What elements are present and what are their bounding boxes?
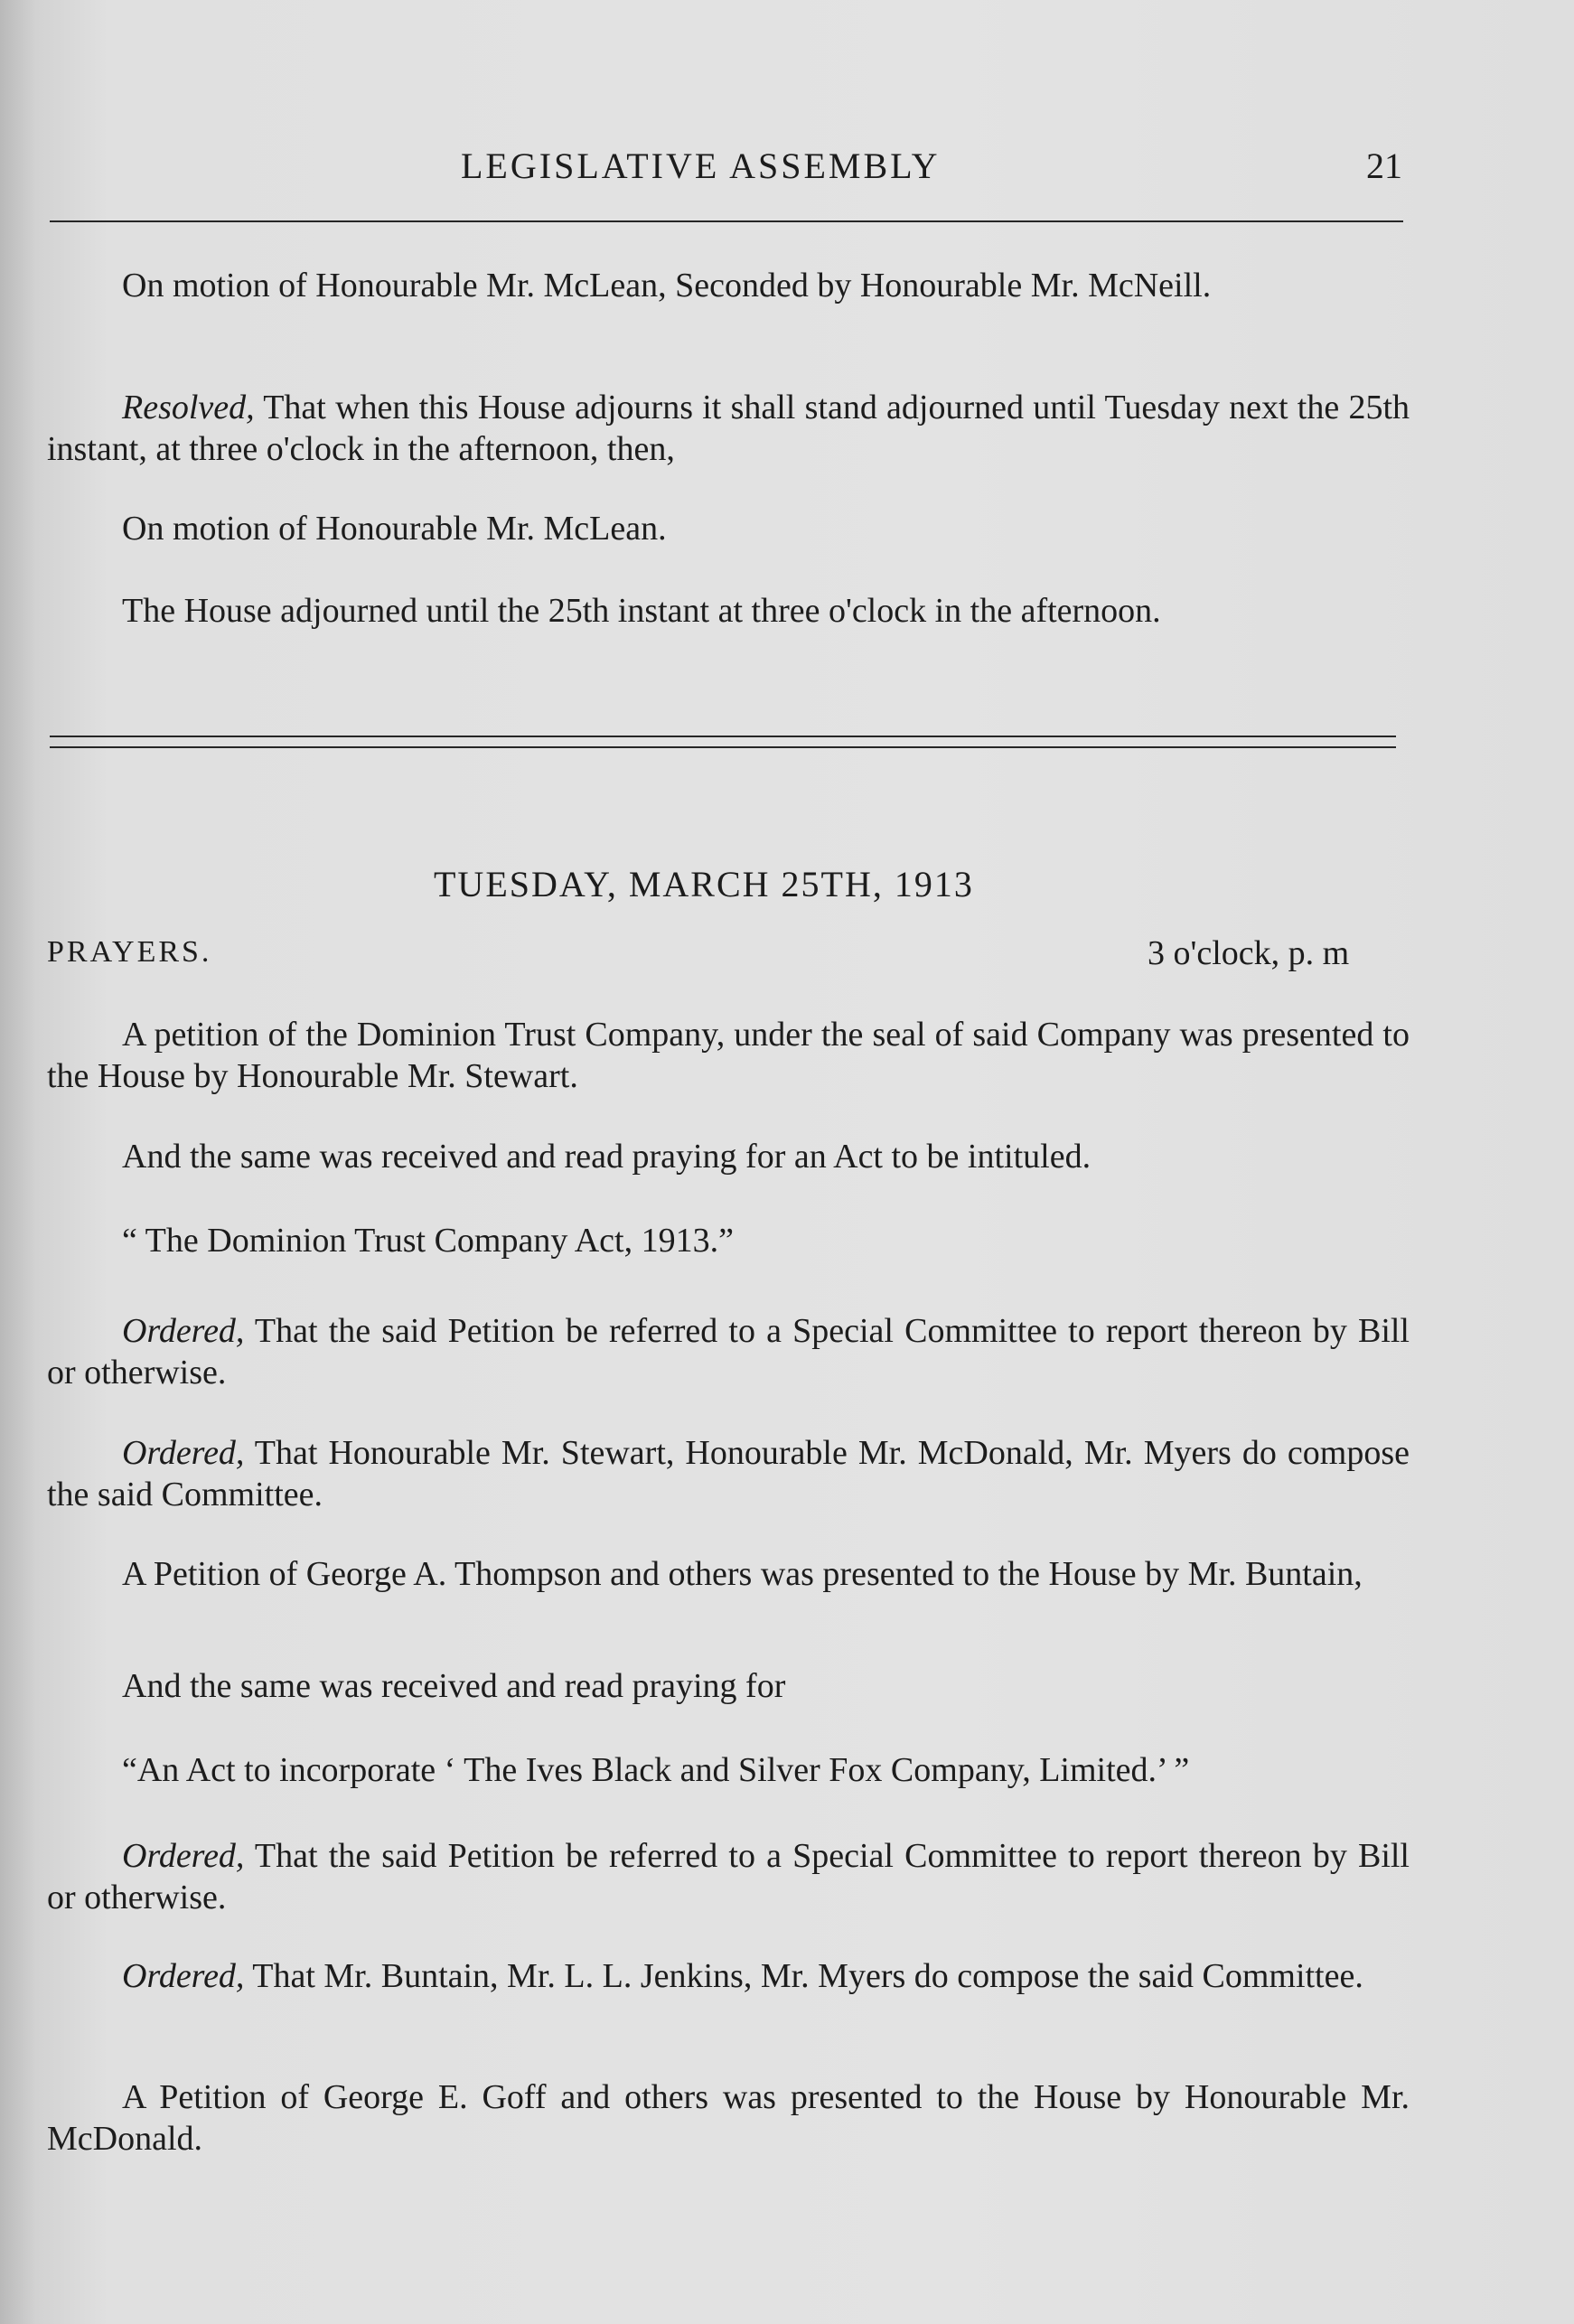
paragraph-text: A Petition of George A. Thompson and others was presented to the House by Mr. Buntain, bbox=[122, 1555, 1363, 1593]
paragraph-text: A petition of the Dominion Trust Company, under the seal of said Company was presented to the House by Honourable Mr. Stewart. bbox=[47, 1016, 1410, 1095]
paragraph-lead: Ordered, bbox=[122, 1434, 245, 1472]
paragraph-text: That when this House adjourns it shall stand adjourned until Tuesday next the 25th instant, at three o'clock in the afternoon, then, bbox=[47, 389, 1410, 468]
ordered-committee-members-1 bbox=[47, 1432, 1410, 1515]
act-title-dominion-trust bbox=[47, 1220, 1410, 1261]
session-time: 3 o'clock, p. m bbox=[1148, 934, 1350, 972]
petition-george-goff bbox=[47, 2076, 1410, 2160]
received-praying-act bbox=[47, 1136, 1410, 1177]
paragraph-text: A Petition of George E. Goff and others was presented to the House by Honourable Mr. McDonald. bbox=[47, 2078, 1410, 2158]
minute-house-adjourned bbox=[47, 590, 1410, 632]
paragraph-text: “An Act to incorporate ‘ The Ives Black and Silver Fox Company, Limited.’ ” bbox=[122, 1751, 1190, 1789]
section-rule-bottom bbox=[50, 746, 1396, 748]
paragraph-text: That Honourable Mr. Stewart, Honourable Mr. McDonald, Mr. Myers do compose the said Committee. bbox=[47, 1434, 1410, 1513]
section-rule-top bbox=[50, 736, 1396, 737]
paragraph-text: On motion of Honourable Mr. McLean, Seconded by Honourable Mr. McNeill. bbox=[122, 267, 1212, 305]
petition-george-thompson bbox=[47, 1553, 1410, 1595]
header-rule bbox=[50, 220, 1403, 222]
minute-resolved-adjourn bbox=[47, 387, 1410, 470]
received-praying-for bbox=[47, 1665, 1410, 1707]
paragraph-lead: Resolved, bbox=[122, 389, 255, 426]
minute-motion-mclean bbox=[47, 265, 1410, 306]
ordered-special-committee-2 bbox=[47, 1835, 1410, 1918]
ordered-committee-members-2 bbox=[47, 1955, 1410, 1997]
prayers-label: PRAYERS. bbox=[47, 935, 212, 969]
paragraph-text: That the said Petition be referred to a Special Committee to report thereon by Bill or otherwise. bbox=[47, 1837, 1410, 1916]
paragraph-lead: Ordered, bbox=[122, 1312, 245, 1350]
page-number: 21 bbox=[1366, 145, 1402, 186]
day-heading: TUESDAY, MARCH 25TH, 1913 bbox=[434, 864, 974, 904]
paragraph-text: That the said Petition be referred to a Special Committee to report thereon by Bill or otherwise. bbox=[47, 1312, 1410, 1392]
paragraph-lead: Ordered, bbox=[122, 1957, 245, 1995]
paragraph-text: On motion of Honourable Mr. McLean. bbox=[122, 510, 667, 548]
paragraph-text: And the same was received and read praying for bbox=[122, 1667, 786, 1705]
ordered-special-committee-1 bbox=[47, 1310, 1410, 1393]
minute-motion-mclean-2 bbox=[47, 508, 1410, 549]
paragraph-text: That Mr. Buntain, Mr. L. L. Jenkins, Mr. Myers do compose the said Committee. bbox=[244, 1957, 1363, 1995]
petition-dominion-trust bbox=[47, 1014, 1410, 1097]
act-title-ives-fox bbox=[47, 1749, 1410, 1791]
paragraph-text: The House adjourned until the 25th instant at three o'clock in the afternoon. bbox=[122, 592, 1161, 630]
paragraph-text: “ The Dominion Trust Company Act, 1913.” bbox=[122, 1222, 734, 1260]
running-header: LEGISLATIVE ASSEMBLY bbox=[461, 145, 941, 186]
paragraph-text: And the same was received and read praying for an Act to be intituled. bbox=[122, 1138, 1091, 1176]
paragraph-lead: Ordered, bbox=[122, 1837, 245, 1875]
